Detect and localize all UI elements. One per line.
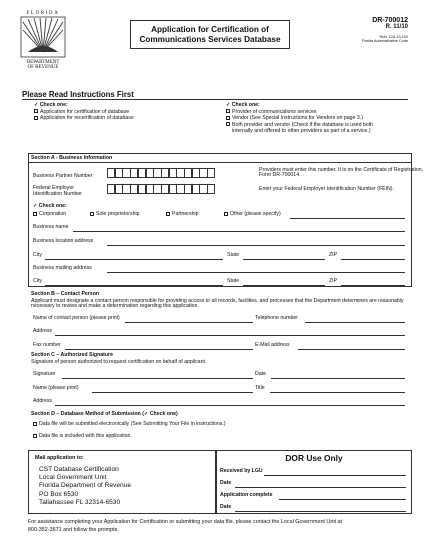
checkbox[interactable]	[90, 212, 94, 216]
checkbox[interactable]	[34, 109, 38, 113]
received-label: Received by LGU	[220, 468, 263, 474]
city-label: City	[33, 252, 42, 258]
fein-label-2: Identification Number	[33, 191, 83, 197]
mailing-address-label: Business mailing address	[33, 265, 92, 271]
entity-corporation[interactable]: Corporation	[33, 211, 66, 217]
zip-field[interactable]	[341, 285, 405, 286]
mail-line4: PO Box 6530	[39, 490, 79, 498]
business-name-field[interactable]	[73, 231, 405, 232]
checkbox[interactable]	[226, 116, 230, 120]
email-label: E-Mail address	[255, 342, 290, 348]
other-specify-line[interactable]	[290, 218, 405, 219]
check-one-right	[226, 102, 373, 135]
state-label: State	[227, 278, 240, 284]
footer-line2: 800-352-3671 and follow the prompts.	[28, 527, 119, 533]
divider	[28, 162, 412, 163]
application-complete-field[interactable]	[279, 499, 406, 500]
checkbox[interactable]	[166, 212, 170, 216]
business-location-label: Business location address	[33, 238, 94, 244]
mailing-address-field[interactable]	[107, 272, 405, 273]
fein-boxes[interactable]	[107, 184, 215, 194]
submit-included[interactable]: Data file is included with this application.	[33, 433, 132, 439]
form-revision: R. 11/10	[385, 24, 408, 30]
date-label: Date	[255, 371, 266, 377]
section-d-heading: Section D – Database Method of Submission (✓ Check one)	[31, 411, 178, 417]
city-field[interactable]	[45, 285, 223, 286]
mail-heading: Mail application to:	[35, 455, 84, 461]
entity-other[interactable]: Other (please specify)	[224, 211, 281, 217]
zip-label: ZIP	[329, 252, 338, 258]
state-label: State	[227, 252, 240, 258]
rule-code: Florida Administrative Code	[361, 39, 408, 43]
instructions-heading: Please Read Instructions First	[22, 90, 134, 99]
footer-line1: For assistance completing your Application for Certification or submitting your data file, please contact the Local Government Unit at	[28, 519, 343, 525]
section-c-heading: Section C – Authorized Signature	[31, 352, 113, 358]
form-number: DR-700012	[372, 17, 408, 24]
date-label: Date	[220, 480, 232, 486]
section-a-heading: Section A - Business Information	[31, 155, 113, 161]
state-field[interactable]	[243, 259, 325, 260]
title-label: Title	[255, 385, 265, 391]
entity-partnership[interactable]: Partnership	[166, 211, 199, 217]
form-title-line2: Communications Services Database	[139, 35, 281, 44]
business-partner-label: Business Partner Number	[33, 173, 93, 179]
option-recertification[interactable]: Application for recertification of database	[34, 115, 134, 122]
date-field[interactable]	[235, 511, 406, 512]
bp-note-2: Form DR-700014.	[259, 172, 301, 178]
fein-label-1: Federal Employer	[33, 185, 74, 191]
telephone-field[interactable]	[305, 322, 405, 323]
option-certification[interactable]: Application for certification of database	[34, 109, 134, 116]
contact-address-field[interactable]	[55, 335, 405, 336]
rule-number: Rule 12A-19.100	[379, 35, 408, 39]
fax-label: Fax number	[33, 342, 61, 348]
checkbox[interactable]	[33, 422, 37, 426]
email-field[interactable]	[298, 349, 405, 350]
divider	[22, 99, 408, 100]
option-vendor[interactable]: Vendor (See Special Instructions for Vendors on page 3.)	[226, 115, 373, 122]
date-label: Date	[220, 504, 232, 510]
print-name-label: Name (please print)	[33, 385, 79, 391]
city-label: City	[33, 278, 42, 284]
agency-name-top: FLORIDA	[26, 11, 60, 16]
option-both-note: internally and offered to other providers as part of a service.)	[232, 128, 371, 134]
signature-field[interactable]	[62, 378, 253, 379]
section-b-note-2: necessary to review and make a determination regarding this application.	[31, 303, 199, 309]
mail-line2: Local Government Unit	[39, 474, 107, 482]
title-field[interactable]	[270, 392, 405, 393]
form-title-box	[130, 20, 290, 49]
checkbox[interactable]	[226, 122, 230, 126]
fein-note: Enter your Federal Employer Identification Number (FEIN).	[259, 186, 394, 192]
checkbox[interactable]	[33, 212, 37, 216]
submit-electronic[interactable]: Data file will be submitted electronically (See Submitting Your File in instructions.)	[33, 421, 226, 427]
zip-label: ZIP	[329, 278, 338, 284]
signature-label: Signature	[33, 371, 56, 377]
bp-note-1: Providers must enter this number. It is on the Certificate of Registration,	[259, 167, 424, 173]
agency-name-line3: OF REVENUE	[27, 65, 59, 70]
business-partner-boxes[interactable]	[107, 168, 215, 178]
signer-address-field[interactable]	[55, 405, 405, 406]
application-complete-label: Application complete	[220, 492, 273, 498]
signer-address-label: Address	[33, 398, 53, 404]
zip-field[interactable]	[341, 259, 405, 260]
option-both[interactable]: Both provider and vendor (Check if the database is used both	[226, 122, 373, 129]
form-number-block	[362, 17, 408, 43]
date-field[interactable]	[271, 378, 405, 379]
contact-address-label: Address	[33, 328, 53, 334]
city-field[interactable]	[45, 259, 223, 260]
section-b-heading: Section B – Contact Person	[31, 291, 100, 297]
checkbox[interactable]	[33, 434, 37, 438]
section-b-note-1: Applicant must designate a contact person responsible for providing access to all records, facilities, and processes that the Department determines are reasonably	[31, 298, 404, 304]
contact-name-field[interactable]	[125, 322, 253, 323]
check-one-label: ✓ Check one:	[226, 102, 260, 108]
date-field[interactable]	[235, 487, 406, 488]
entity-sole-proprietorship[interactable]: Sole proprietorship	[90, 211, 140, 217]
dor-logo	[20, 11, 66, 79]
mail-line3: Florida Department of Revenue	[39, 482, 131, 490]
sunburst-icon	[20, 16, 66, 58]
entity-check-one: ✓ Check one:	[33, 203, 67, 209]
business-name-label: Business name	[33, 224, 69, 230]
print-name-field[interactable]	[92, 392, 253, 393]
mail-line5: Tallahassee FL 32314-6530	[39, 498, 121, 506]
state-field[interactable]	[243, 285, 325, 286]
option-provider[interactable]: Provider of communications services	[226, 109, 373, 116]
contact-name-label: Name of contact person (please print)	[33, 315, 120, 321]
agency-name-line2: DEPARTMENT	[26, 60, 60, 65]
check-one-left	[34, 102, 134, 122]
dor-use-heading: DOR Use Only	[285, 453, 343, 463]
checkbox[interactable]	[226, 109, 230, 113]
telephone-label: Telephone number	[255, 315, 298, 321]
mail-line1: CST Database Certification	[39, 466, 119, 473]
mail-box	[28, 450, 216, 514]
checkbox[interactable]	[34, 116, 38, 120]
check-one-label: ✓ Check one:	[34, 102, 68, 108]
form-title-line1: Application for Certification of	[151, 25, 269, 34]
section-c-note: Signature of person authorized to request certification on behalf of applicant.	[31, 359, 207, 365]
business-location-field[interactable]	[107, 245, 405, 246]
checkbox[interactable]	[224, 212, 228, 216]
fax-field[interactable]	[65, 349, 253, 350]
received-field[interactable]	[264, 475, 406, 476]
